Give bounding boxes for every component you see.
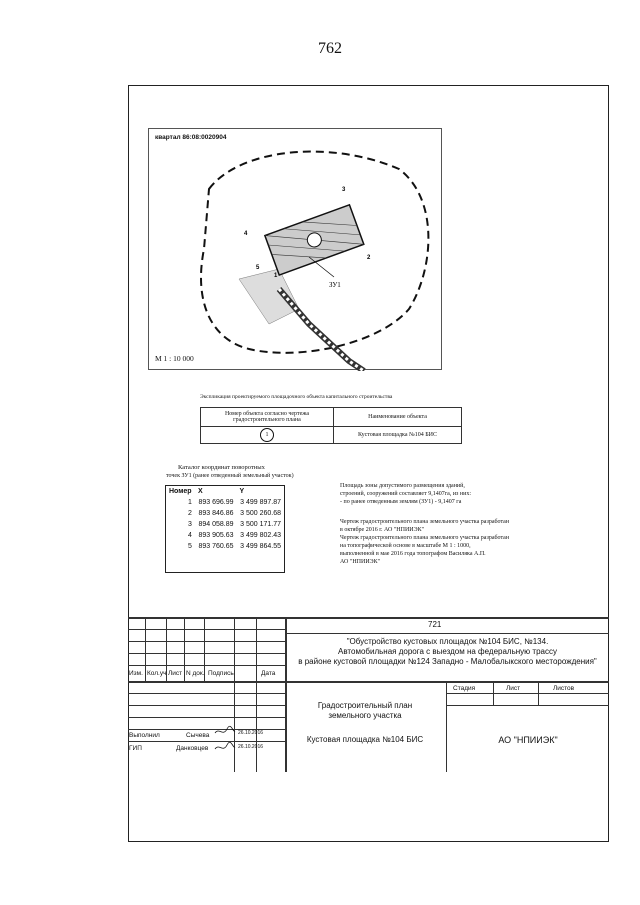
explication-row-number: 1 [260, 428, 274, 442]
col-header-data: Дата [261, 670, 276, 677]
explication-row-name: Кустовая площадка №104 БИС [334, 427, 462, 444]
role-gip: ГИП [129, 745, 142, 752]
table-row: 5 893 760.65 3 499 864.55 [188, 543, 281, 550]
map-scale: М 1 : 10 000 [155, 354, 194, 363]
explication-col2-header: Наименование объекта [334, 408, 462, 427]
document-subname: Кустовая площадка №104 БИС [306, 735, 424, 744]
table-row: 4 893 905.63 3 499 802.43 [188, 532, 281, 539]
signatures [213, 725, 237, 755]
table-row: 3 894 058.89 3 500 171.77 [188, 521, 281, 528]
map-drawing [149, 129, 443, 371]
title-block [128, 617, 609, 772]
sheets-total-header: Листов [553, 685, 575, 692]
area-notes: Площадь зоны допустимого размещения зданий, строений, сооружений составляет 9,1407га, из них: - по ранее отведенным землям (ЗУ1) - 9,1407 га [340, 483, 472, 505]
col-header-izm: Изм. [129, 670, 143, 677]
point-label-5: 5 [256, 265, 260, 271]
point-label-4: 4 [244, 231, 248, 237]
point-label-2: 2 [367, 255, 371, 261]
coords-title-line2: точек ЗУ1 (ранее отведенный земельный участок) [166, 473, 294, 479]
gip-name: Данковцев [176, 745, 209, 752]
col-header-ndok: N док. [186, 670, 205, 677]
col-header-kolvo: Кол.уч [147, 670, 167, 677]
role-executor: Выполнил [129, 732, 160, 739]
coords-header-number: Номер [169, 488, 192, 495]
gip-date: 26.10.2016 [238, 744, 264, 750]
road [279, 289, 364, 371]
explication-title: Экспликация проектируемого площадочного объекта капитального строительства [200, 394, 393, 400]
executor-name: Сычева [186, 732, 210, 739]
site-map [148, 128, 442, 370]
parcel-label: ЗУ1 [329, 281, 341, 289]
coords-table-box [165, 485, 285, 573]
explication-col1-header: Номер объекта согласно чертежа градостроительного плана [201, 408, 334, 427]
executor-date: 26.10.2016 [238, 730, 264, 736]
col-header-podpis: Подпись [208, 670, 234, 677]
col-header-list: Лист [168, 670, 183, 677]
sheet-header: Лист [506, 685, 521, 692]
coords-header-x: X [197, 488, 203, 495]
project-title: "Обустройство кустовых площадок №104 БИС, №134. Автомобильная дорога с выездом на федеральную трассу в районе кустовой площадки №124 Западно - Малобалыкского месторождения" [298, 637, 597, 666]
explication-table [200, 407, 462, 444]
stage-header: Стадия [453, 685, 476, 692]
author-notes: Чертеж градостроительного плана земельного участка разработан в октябре 2016 г. АО "НПИИЭК" Чертеж градостроительного плана земельного участка разработан на топографической основе в масштабе М 1 : 1000, выполненной в мае 2016 года топографом Василяка А.П. АО "НПИИЭК" [340, 519, 510, 565]
page-number: 762 [318, 40, 342, 57]
sheet-code: 721 [428, 620, 442, 629]
hatched-area [239, 269, 299, 324]
table-row: 2 893 846.86 3 500 260.68 [188, 510, 281, 517]
point-label-3: 3 [342, 187, 346, 193]
point-label-1: 1 [274, 273, 278, 279]
table-row: 1 893 696.99 3 499 897.87 [188, 499, 281, 506]
document-name: Градостроительный план земельного участка [317, 701, 413, 720]
coords-title-line1: Каталог координат поворотных [178, 464, 265, 471]
coords-table [166, 486, 284, 552]
organization-name: АО "НПИИЭК" [498, 735, 558, 745]
quarter-label: квартал 86:08:0020904 [155, 134, 227, 141]
coords-header-y: Y [239, 488, 245, 495]
